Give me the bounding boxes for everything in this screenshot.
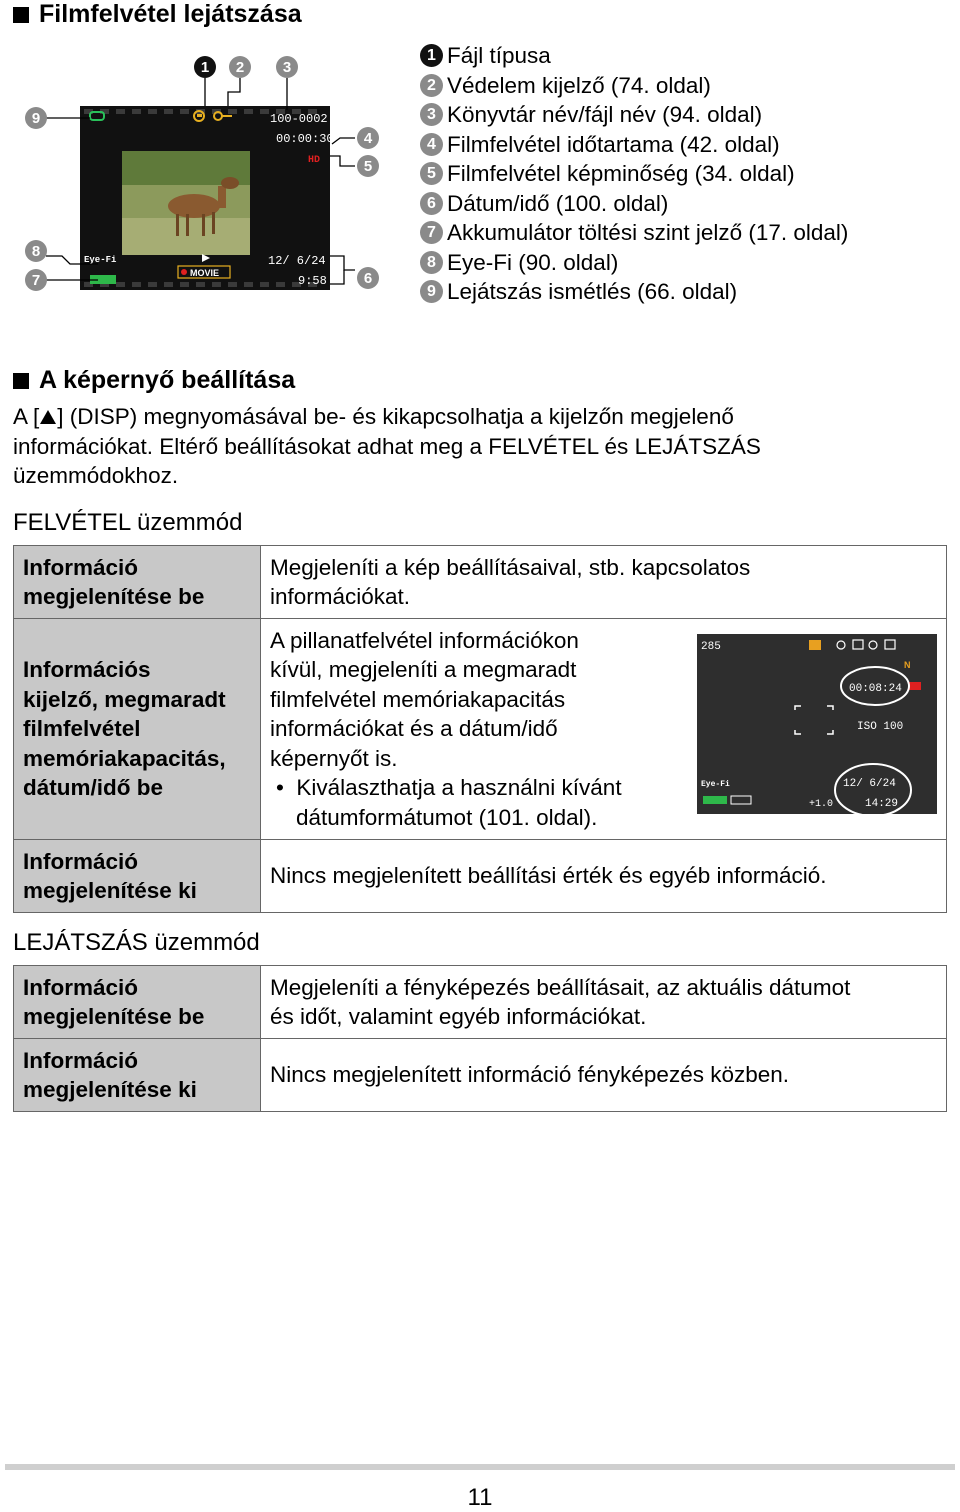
playback-mode-table (13, 965, 947, 1112)
eyefi-text: Eye-Fi (84, 255, 117, 265)
movie-playback-screen-illustration (18, 48, 390, 304)
legend-item: 8 Eye-Fi (90. oldal) (420, 248, 848, 278)
table-row (14, 840, 947, 913)
recording-screen-illustration (697, 634, 939, 816)
image-size-icon: N (904, 660, 911, 670)
legend-item: 6 Dátum/idő (100. oldal) (420, 189, 848, 219)
time-text: 9:58 (298, 274, 327, 288)
callout-5: 5 (363, 158, 373, 175)
bullet-item: • Kiválaszthatja a használni kívánt (276, 775, 622, 801)
eyefi-text-2: Eye-Fi (701, 780, 730, 789)
heading-square-icon (13, 7, 29, 23)
up-triangle-icon (40, 410, 56, 424)
duration-text: 00:00:30 (276, 132, 334, 146)
callout-4: 4 (363, 130, 373, 147)
time-text-2: 14:29 (865, 798, 899, 810)
playback-mode-title: LEJÁTSZÁS üzemmód (13, 929, 260, 956)
row-label: Információ megjelenítése be (14, 966, 261, 1039)
row-description: Nincs megjelenített információ fényképezés közben. (261, 1039, 947, 1112)
intro-paragraph: A [ ] (DISP) megnyomásával be- és kikapcsolhatja a kijelzőn megjelenő információkat. Eltérő beállításokat adhat meg a FELVÉTEL és LEJÁTSZÁS üzemmódokhoz. (13, 404, 761, 488)
row-label: Információ megjelenítése be (14, 546, 261, 619)
section-title-screen-settings: A képernyő beállítása (13, 366, 295, 395)
callout-7: 7 (31, 272, 41, 289)
quality-badge: HD (308, 155, 321, 166)
deer-photo (122, 151, 250, 255)
legend-item: 4 Filmfelvétel időtartama (42. oldal) (420, 130, 848, 160)
bullet-icon: • (276, 775, 297, 801)
legend-item: 2 Védelem kijelző (74. oldal) (420, 71, 848, 101)
legend-item: 9 Lejátszás ismétlés (66. oldal) (420, 277, 848, 307)
callout-legend (420, 41, 848, 307)
callout-3: 3 (282, 59, 292, 76)
heading-square-icon (13, 373, 29, 389)
table-row (14, 619, 947, 840)
callout-6: 6 (363, 270, 373, 287)
row-label: Információs kijelző, megmaradt filmfelvétel memóriakapacitás, dátum/idő be (14, 619, 261, 840)
table-row (14, 1039, 947, 1112)
folder-file-text: 100-0002 (270, 112, 328, 126)
movie-badge-text: MOVIE (190, 268, 220, 278)
recording-mode-table (13, 545, 947, 913)
ev-text: +1.0 (809, 799, 834, 810)
row-description: A pillanatfelvétel információkon kívül, megjeleníti a megmaradt filmfelvétel memóriakapacitás információkat és a dátum/idő képernyőt is. • Kiválaszthatja a használni kívánt dátumformátumot (101. oldal). 285 00:08:24 ISO 100 Eye-Fi +1.0 12/ 6/24 14:29 N (261, 619, 947, 840)
callout-1: 1 (200, 59, 210, 76)
table-row (14, 546, 947, 619)
remaining-movie-time: 00:08:24 (849, 683, 902, 695)
page-number: 11 (467, 1484, 493, 1511)
battery-icon-2 (703, 796, 727, 804)
iso-text: ISO 100 (857, 721, 904, 733)
legend-item: 7 Akkumulátor töltési szint jelző (17. oldal) (420, 218, 848, 248)
record-dot-icon (181, 269, 187, 275)
row-label: Információ megjelenítése ki (14, 1039, 261, 1112)
callout-9: 9 (31, 110, 41, 127)
row-label: Információ megjelenítése ki (14, 840, 261, 913)
footer-divider (5, 1464, 955, 1470)
date-text: 12/ 6/24 (268, 254, 326, 268)
callout-2: 2 (235, 59, 245, 76)
table-row (14, 966, 947, 1039)
row-description: Megjeleníti a kép beállításaival, stb. kapcsolatos információkat. (261, 546, 947, 619)
row-description: Megjeleníti a fényképezés beállításait, az aktuális dátumot és időt, valamint egyéb információkat. (261, 966, 947, 1039)
camera-mode-icon (809, 640, 821, 650)
section-title-movie-playback: Filmfelvétel lejátszása (13, 0, 302, 29)
recording-mode-title: FELVÉTEL üzemmód (13, 509, 243, 536)
callout-8: 8 (31, 243, 41, 260)
date-text-2: 12/ 6/24 (843, 778, 896, 790)
shots-remaining-text: 285 (701, 641, 721, 653)
legend-item: 3 Könyvtár név/fájl név (94. oldal) (420, 100, 848, 130)
row-description: Nincs megjelenített beállítási érték és egyéb információ. (261, 840, 947, 913)
legend-item: 5 Filmfelvétel képminőség (34. oldal) (420, 159, 848, 189)
hd-icon (909, 682, 921, 690)
legend-item: 1 Fájl típusa (420, 41, 848, 71)
